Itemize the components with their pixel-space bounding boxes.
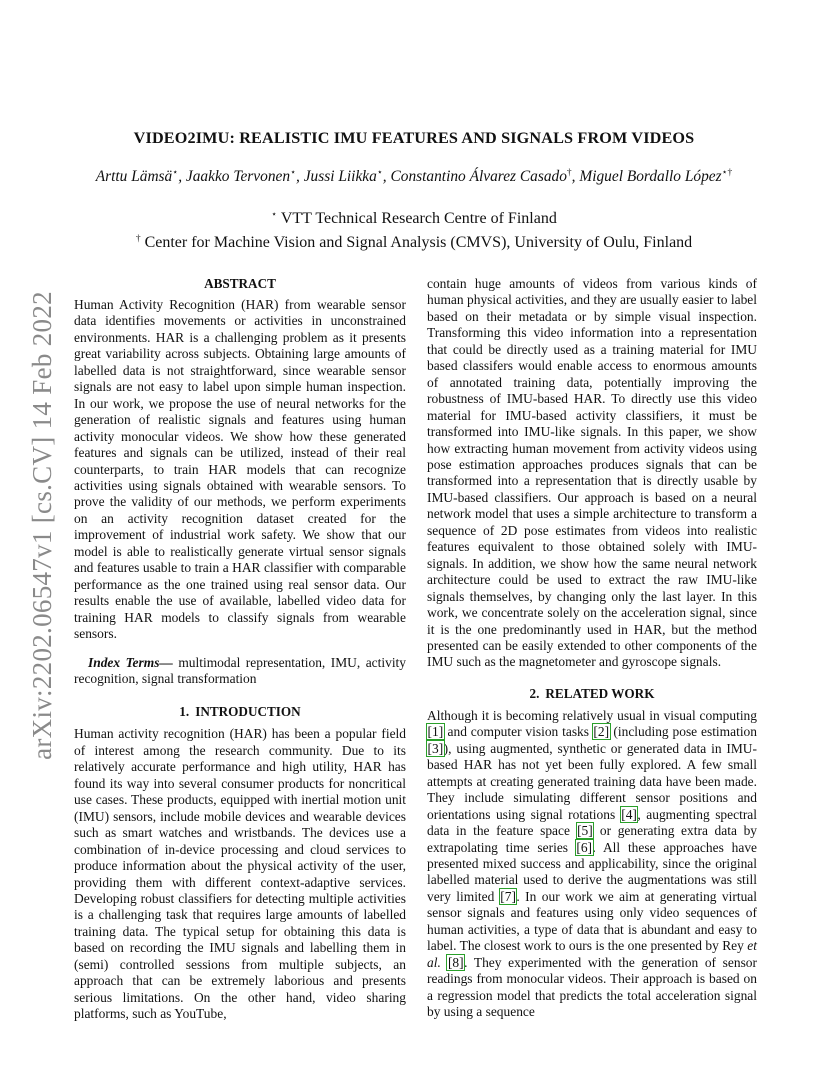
related-work-text — [427, 708, 757, 1021]
index-terms-label: Index Terms— — [88, 654, 173, 670]
introduction-continued-text: contain huge amounts of videos from various kinds of human physical activities, and they are usually easier to label based on their metadata or by simple visual inspection. Transforming this video information into a representation that could be directly used as a training material for IMU based classifers would enable access to enormous amounts of annotated training data, potentially improving the robustness of IMU-based HAR. To directly use this video material for IMU-based activity classifiers, it must be transformed into IMU-like signals. In this paper, we show how extracting human movement from activity videos using pose estimation approaches produces signals that can be transformed into a representation that is directly usable by IMU-based classifiers. Our approach is based on a neural network model that uses a simple architecture to transform a sequence of 2D pose estimates from videos into realistic features equivalent to those obtained solely with IMU-signals. In addition, we show how the same neural network architecture could be used to extract the raw IMU-like signals themselves, by changing only the last layer. In this work, we concentrate solely on the acceleration signal, since it is the one predominantly used in HAR, but the method presented can be easily extended to other components of the IMU such as the magnetometer and gyroscope signals. — [427, 276, 757, 670]
arxiv-identifier-text: arXiv:2202.06547v1 [cs.CV] 14 Feb 2022 — [26, 290, 57, 760]
section-number: 2. — [529, 685, 540, 701]
text-run: Although it is becoming relatively usual in visual computing — [427, 707, 757, 723]
introduction-text: Human activity recognition (HAR) has been a popular field of interest among the research community. Due to its relatively accurate performance and high utility, HAR has found its way into several consumer products for noncritical use cases. These products, equipped with inertial motion unit (IMU) sensors, include mobile devices and wearable devices such as smart watches and wristbands. The devices use a combination of in-device processing and cloud services to produce information about the physical activity of the user, providing them with different context-adaptive services. Developing robust classifiers for detecting multiple activities is a challenging task that requires large amounts of labelled training data. The typical setup for obtaining this data is based on recording the IMU signals and labelling them in (semi) controlled sessions from multiple subjects, an approach that can be extremely laborious and presents serious limitations. On the other hand, video sharing platforms, such as YouTube, — [74, 726, 406, 1022]
citation-link[interactable]: [8] — [447, 954, 464, 970]
affiliation-line — [0, 229, 828, 253]
abstract-heading: ABSTRACT — [204, 276, 276, 291]
author-affiliation-mark: † — [566, 168, 572, 178]
arxiv-identifier-stamp — [20, 280, 64, 770]
section-heading-introduction — [74, 704, 406, 720]
author-affiliation-mark: ⋆ — [376, 168, 383, 178]
text-run-italic: et al. — [427, 938, 757, 970]
affiliation-text: Center for Machine Vision and Signal Analysis (CMVS), University of Oulu, Finland — [144, 234, 693, 251]
citation-link[interactable]: [2] — [593, 724, 610, 740]
section-title: INTRODUCTION — [195, 704, 301, 720]
right-column — [427, 276, 757, 1020]
paper-title: VIDEO2IMU: REALISTIC IMU FEATURES AND SIGNALS FROM VIDEOS — [133, 129, 695, 147]
affiliation-text: VTT Technical Research Centre of Finland — [280, 210, 557, 227]
text-run: . All these approaches have presented mixed success and applicability, since the original labelled material used to derive the augmentations was still very limited — [427, 839, 758, 904]
text-run: or generating extra data by extrapolating time series — [427, 823, 758, 855]
citation-link[interactable]: [6] — [576, 839, 593, 855]
citation-link[interactable]: [3] — [427, 740, 444, 756]
affiliation-block — [0, 205, 828, 253]
author-affiliation-mark: ⋆ — [172, 168, 179, 178]
citation-link[interactable]: [4] — [621, 806, 637, 822]
text-run: . In our work we aim at generating virtual sensor signals and features using only video sequences of human activities, a type of data that is abundant and easy to label. The closest work to ours is the one presented by Rey — [427, 888, 757, 954]
index-terms — [74, 655, 406, 688]
section-title: RELATED WORK — [545, 685, 655, 701]
section-number: 1. — [179, 704, 190, 720]
author-list: Arttu Lämsä⋆, Jaakko Tervonen⋆, Jussi Liikka⋆, Constantino Álvarez Casado†, Miguel Bordallo López⋆† — [95, 168, 733, 185]
text-run: ), using augmented, synthetic or generated data in IMU-based HAR has not yet been fully explored. A few small attempts at creating generated training data have been made. They include simulating different sensor positions and orientations using signal rotations — [427, 740, 757, 822]
author-name: Constantino Álvarez Casado — [390, 168, 567, 185]
text-run: . They experimented with the generation of sensor readings from monocular videos. Their approach is based on a regression model that predicts the total acceleration signal by using a sequence — [427, 954, 757, 1020]
author-affiliation-mark: ⋆† — [721, 168, 733, 178]
author-name: Jaakko Tervonen — [185, 168, 291, 185]
author-name: Miguel Bordallo López — [579, 168, 722, 185]
index-terms-text: multimodal representation, IMU, activity recognition, signal transformation — [74, 654, 407, 686]
affiliation-line — [0, 205, 828, 229]
citation-link[interactable]: [7] — [500, 888, 516, 904]
citation-link[interactable]: [5] — [577, 823, 593, 839]
author-affiliation-mark: ⋆ — [290, 168, 297, 178]
text-run: and computer vision tasks — [443, 724, 593, 740]
author-name: Jussi Liikka — [303, 168, 377, 185]
author-name: Arttu Lämsä — [95, 168, 173, 185]
text-run: (including pose estimation — [609, 724, 757, 740]
left-column — [74, 276, 406, 1023]
section-heading-related-work — [427, 686, 757, 702]
abstract-text: Human Activity Recognition (HAR) from wearable sensor data identifies movements or activities in unconstrained environments. HAR is a challenging problem as it presents great variability across subjects. Obtaining large amounts of labelled data is not straightforward, since wearable sensor signals are not easy to label upon simple human inspection. In our work, we propose the use of neural networks for the generation of realistic signals and features using human activity monocular videos. We show how these generated features and signals can be utilized, instead of their real counterparts, to train HAR models that can recognize activities using signals obtained with wearable sensors. To prove the validity of our methods, we perform experiments on an activity recognition dataset created for the improvement of industrial work safety. We show that our model is able to realistically generate virtual sensor signals and features usable to train a HAR classifier with comparable performance as the one trained using real sensor data. Our results enable the use of available, labelled video data for training HAR models to classify signals from wearable sensors. — [74, 297, 406, 642]
text-run: , augmenting spectral data in the feature space — [427, 806, 757, 839]
affiliation-mark: ⋆ — [271, 210, 278, 220]
affiliation-mark: † — [135, 234, 141, 244]
citation-link[interactable]: [1] — [427, 724, 444, 740]
